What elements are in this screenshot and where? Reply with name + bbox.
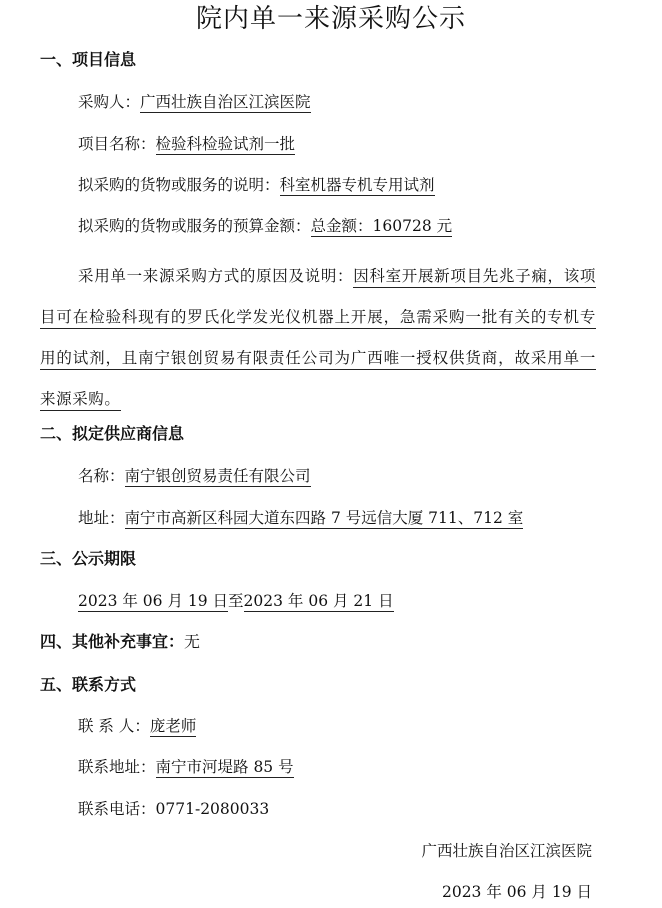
contact-address-row: [78, 755, 294, 779]
goods-description-label: 拟采购的货物或服务的说明：: [78, 176, 280, 194]
period-start-date: 2023 年 06 月 19 日: [78, 592, 229, 610]
contact-phone-label: 联系电话：: [78, 800, 156, 818]
period-end-date: 2023 年 06 月 21 日: [243, 592, 394, 610]
supplier-name-value: 南宁银创贸易责任有限公司: [124, 467, 311, 485]
other-matters-value: 无: [184, 632, 201, 651]
section-heading-supplier-info: 二、拟定供应商信息: [40, 424, 185, 443]
reason-label: 采用单一来源采购方式的原因及说明：: [78, 267, 354, 285]
supplier-address-value: 南宁市高新区科园大道东四路 7 号远信大厦 711、712 室: [124, 509, 524, 527]
budget-value: 总金额：160728 元: [310, 217, 453, 235]
page-title: 院内单一来源采购公示: [195, 4, 466, 34]
contact-person-label: 联 系 人：: [78, 717, 150, 735]
contact-phone-row: [78, 797, 269, 821]
contact-person-value: 庞老师: [149, 717, 197, 735]
section-heading-project-info: 一、项目信息: [40, 50, 137, 69]
goods-description-row: [78, 173, 435, 197]
section-heading-other-matters: 四、其他补充事宜：: [40, 632, 185, 651]
notice-period-row: [78, 589, 394, 613]
section-other-matters: [40, 630, 200, 654]
contact-address-value: 南宁市河堤路 85 号: [155, 758, 294, 776]
project-name-row: [78, 132, 295, 156]
supplier-address-label: 地址：: [78, 509, 125, 527]
supplier-name-label: 名称：: [78, 467, 125, 485]
contact-person-row: [78, 714, 196, 738]
supplier-address-row: [78, 506, 523, 530]
footer-organization: 广西壮族自治区江滨医院: [421, 842, 592, 860]
period-to-text: 至: [228, 592, 244, 610]
reason-value: 因科室开展新项目先兆子痫，该项目可在检验科现有的罗氏化学发光仪机器上开展，急需采购一批有关的专机专用的试剂，且南宁银创贸易有限责任公司为广西唯一授权供货商，故采用单一来源采购。: [40, 267, 596, 411]
goods-description-value: 科室机器专机专用试剂: [279, 176, 435, 194]
budget-row: [78, 214, 452, 238]
contact-address-label: 联系地址：: [78, 758, 156, 776]
project-name-label: 项目名称：: [78, 135, 156, 153]
section-heading-notice-period: 三、公示期限: [40, 549, 137, 568]
project-name-value: 检验科检验试剂一批: [155, 135, 296, 153]
reason-paragraph: [40, 256, 596, 420]
budget-label: 拟采购的货物或服务的预算金额：: [78, 217, 311, 235]
supplier-name-row: [78, 464, 311, 488]
footer-date: 2023 年 06 月 19 日: [441, 883, 592, 901]
purchaser-label: 采购人：: [78, 93, 141, 111]
section-heading-contact: 五、联系方式: [40, 675, 137, 694]
contact-phone-value: 0771-2080033: [155, 800, 270, 818]
purchaser-row: [78, 90, 311, 114]
purchaser-value: 广西壮族自治区江滨医院: [140, 93, 311, 111]
